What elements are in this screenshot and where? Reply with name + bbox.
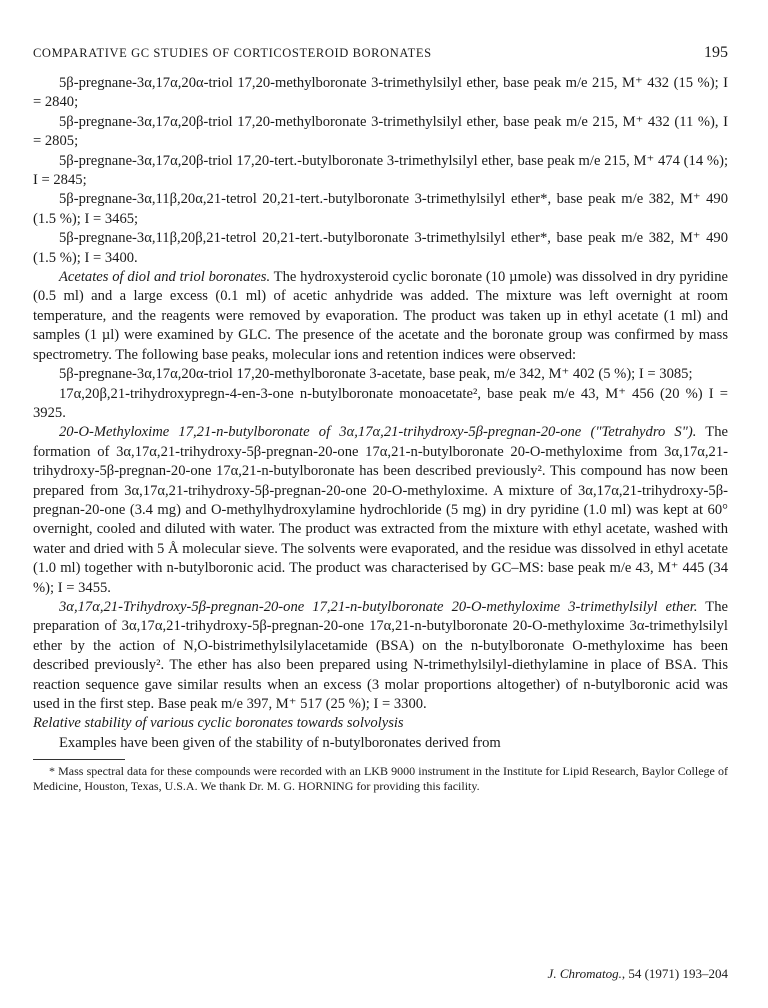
section-heading: Relative stability of various cyclic boronates towards solvolysis (33, 715, 404, 732)
tms-ether-text: The preparation of 3α,17α,21-trihydroxy-5β-pregnan-20-one 17α,21-n-butylboronate 20-O-methyloxime 3α-trimethylsilyl ether by the action of N,O-bistrimethylsilylacetamide (BSA) on the n-butylboronate O-methyloxime has been described previously². The ether has also been prepared using N-trimethylsilyl-diethylamine in place of BSA. This reaction sequence gave similar results when an excess (3 molar proportions altogether) of n-butylboronic acid was used in the first step. Base peak m/e 397, M⁺ 517 (25 %); I = 3300. (33, 598, 728, 712)
tms-ether-heading: 3α,17α,21-Trihydroxy-5β-pregnan-20-one 17,21-n-butylboronate 20-O-methyloxime 3-trimethylsilyl ether. (59, 598, 698, 615)
compound-entry: 5β-pregnane-3α,11β,20β,21-tetrol 20,21-tert.-butylboronate 3-trimethylsilyl ether*, base peak m/e 382, M⁺ 490 (1.5 %); I = 3400. (33, 230, 728, 266)
footnote-rule (33, 759, 125, 760)
body-text (33, 74, 728, 793)
page-number: 195 (704, 44, 728, 61)
methyloxime-text: The formation of 3α,17α,21-trihydroxy-5β-pregnan-20-one 17α,21-n-butylboronate 20-O-methyloxime from 3α,17α,21-trihydroxy-5β-pregnan-20-one 17α,21-n-butylboronate has been described previously². This compound has now been prepared from 3α,17α,21-trihydroxy-5β-pregnan-20-one 20-O-methyloxime. A mixture of 3α,17α,21-trihydroxy-5β-pregnan-20-one (3.4 mg) and O-methylhydroxylamine hydrochloride (5 mg) in dry pyridine (1.0 ml) was kept at 60° overnight, cooled and diluted with water. The product was extracted from the mixture with ethyl acetate, washed with water and dried with 5 Å molecular sieve. The solvents were evaporated, and the residue was dissolved in ethyl acetate (1.0 ml) together with n-butylboronic acid. The product was characterised by GC–MS: base peak m/e 43, M⁺ 445 (34 %); I = 3455. (33, 424, 728, 596)
methyloxime-paragraph (33, 423, 728, 598)
acetates-heading: Acetates of diol and triol boronates. (59, 269, 271, 286)
running-title: COMPARATIVE GC STUDIES OF CORTICOSTEROID BORONATES (33, 46, 432, 60)
compound-entry: 5β-pregnane-3α,17α,20β-triol 17,20-tert.-butylboronate 3-trimethylsilyl ether, base peak m/e 215, M⁺ 474 (14 %); I = 2845; (33, 152, 728, 189)
footnote: * Mass spectral data for these compounds were recorded with an LKB 9000 instrument in the Institute for Lipid Research, Baylor College of Medicine, Houston, Texas, U.S.A. We thank Dr. M. G. HORNING for providing this facility. (33, 764, 728, 793)
acetates-paragraph (33, 268, 728, 365)
acetates-text: The hydroxysteroid cyclic boronate (10 µmole) was dissolved in dry pyridine (0.5 ml) and a large excess (0.1 ml) of acetic anhydride was added. The mixture was left overnight at room temperature, and the reagents were removed by evaporation. The product was taken up in ethyl acetate (1 ml) and samples (1 µl) were examined by GLC. The presence of the acetate and the boronate group was confirmed by mass spectrometry. The following base peaks, molecular ions and retention indices were observed: (33, 269, 728, 363)
page (33, 44, 728, 793)
journal-citation: , 54 (1971) 193–204 (621, 966, 728, 981)
tms-ether-paragraph (33, 598, 728, 714)
journal-name: J. Chromatog. (547, 966, 622, 981)
methyloxime-heading: 20-O-Methyloxime 17,21-n-butylboronate of 3α,17α,21-trihydroxy-5β-pregnan-20-one ("Tetrahydro S"). (59, 424, 697, 441)
compound-entry: 5β-pregnane-3α,17α,20α-triol 17,20-methylboronate 3-trimethylsilyl ether, base peak m/e 215, M⁺ 432 (15 %); I = 2840; (33, 75, 728, 111)
compound-entry: 5β-pregnane-3α,17α,20β-triol 17,20-methylboronate 3-trimethylsilyl ether, base peak m/e 215, M⁺ 432 (11 %), I = 2805; (33, 113, 728, 150)
compound-entry: 5β-pregnane-3α,11β,20α,21-tetrol 20,21-tert.-butylboronate 3-trimethylsilyl ether*, base peak m/e 382, M⁺ 490 (1.5 %); I = 3465; (33, 191, 728, 227)
acetate-entry: 5β-pregnane-3α,17α,20α-triol 17,20-methylboronate 3-acetate, base peak, m/e 342, M⁺ 402 (5 %); I = 3085; (59, 366, 693, 383)
acetate-entry: 17α,20β,21-trihydroxypregn-4-en-3-one n-butylboronate monoacetate², base peak m/e 43, M⁺ 456 (20 %) I = 3925. (33, 385, 728, 421)
running-head (33, 44, 728, 68)
stability-text: Examples have been given of the stability of n-butylboronates derived from (59, 734, 501, 751)
journal-reference (548, 966, 728, 982)
